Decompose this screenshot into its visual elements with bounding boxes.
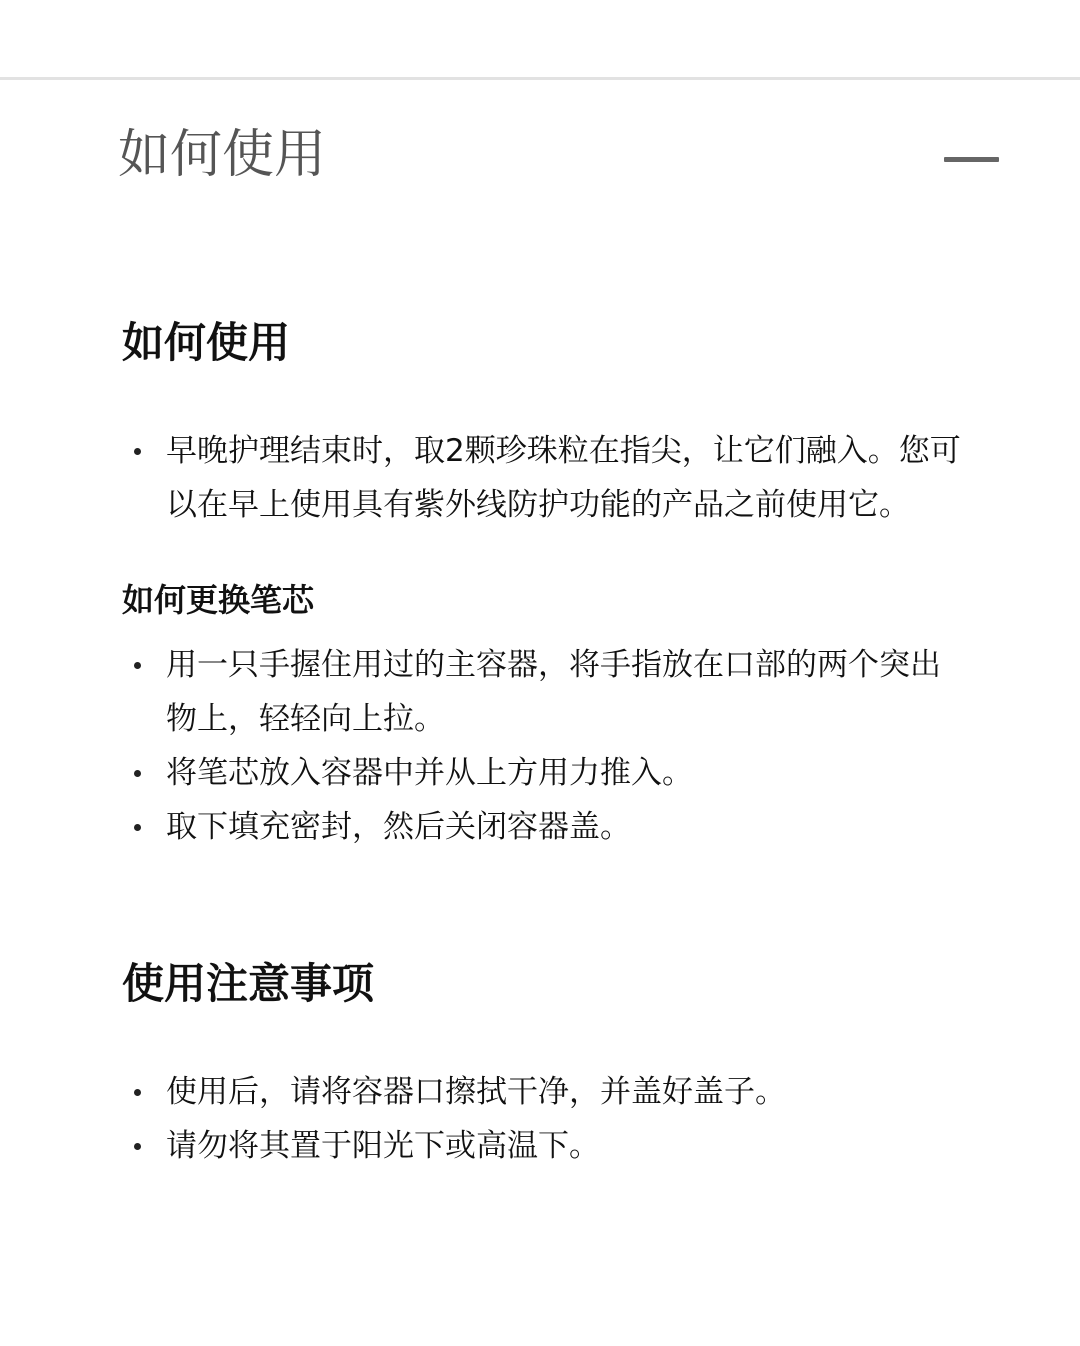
list-item [122, 424, 966, 532]
bullet-dot [134, 824, 141, 831]
section-heading-refill: 如何更换笔芯 [122, 581, 315, 619]
list-item-text: 用一只手握住用过的主容器，将手指放在口部的两个突出物上，轻轻向上拉。 [166, 647, 941, 737]
list-item [122, 1119, 966, 1173]
accordion-title: 如何使用 [118, 125, 327, 185]
list-item [122, 746, 966, 800]
list-item-text: 使用后，请将容器口擦拭干净，并盖好盖子。 [166, 1074, 786, 1110]
list-item [122, 638, 966, 746]
list-item-text: 取下填充密封，然后关闭容器盖。 [166, 809, 631, 845]
minus-icon [944, 157, 999, 162]
list-item-text: 请勿将其置于阳光下或高温下。 [166, 1128, 600, 1164]
accordion-header-how-to-use[interactable] [0, 80, 1080, 230]
refill-list [122, 638, 972, 854]
section-heading-how-to-use: 如何使用 [122, 318, 291, 367]
usage-list [122, 424, 972, 532]
bullet-dot [134, 662, 141, 669]
list-item [122, 800, 966, 854]
accordion-content [122, 312, 972, 1173]
bullet-dot [134, 1089, 141, 1096]
precautions-list [122, 1065, 972, 1173]
bullet-dot [134, 1143, 141, 1150]
list-item-text: 将笔芯放入容器中并从上方用力推入。 [166, 755, 693, 791]
list-item [122, 1065, 966, 1119]
collapse-toggle-button[interactable] [936, 142, 1008, 178]
bullet-dot [134, 770, 141, 777]
section-heading-precautions: 使用注意事项 [122, 959, 375, 1008]
list-item-text: 早晚护理结束时，取2颗珍珠粒在指尖，让它们融入。您可以在早上使用具有紫外线防护功能的产品之前使用它。 [166, 433, 961, 523]
bullet-dot [134, 448, 141, 455]
